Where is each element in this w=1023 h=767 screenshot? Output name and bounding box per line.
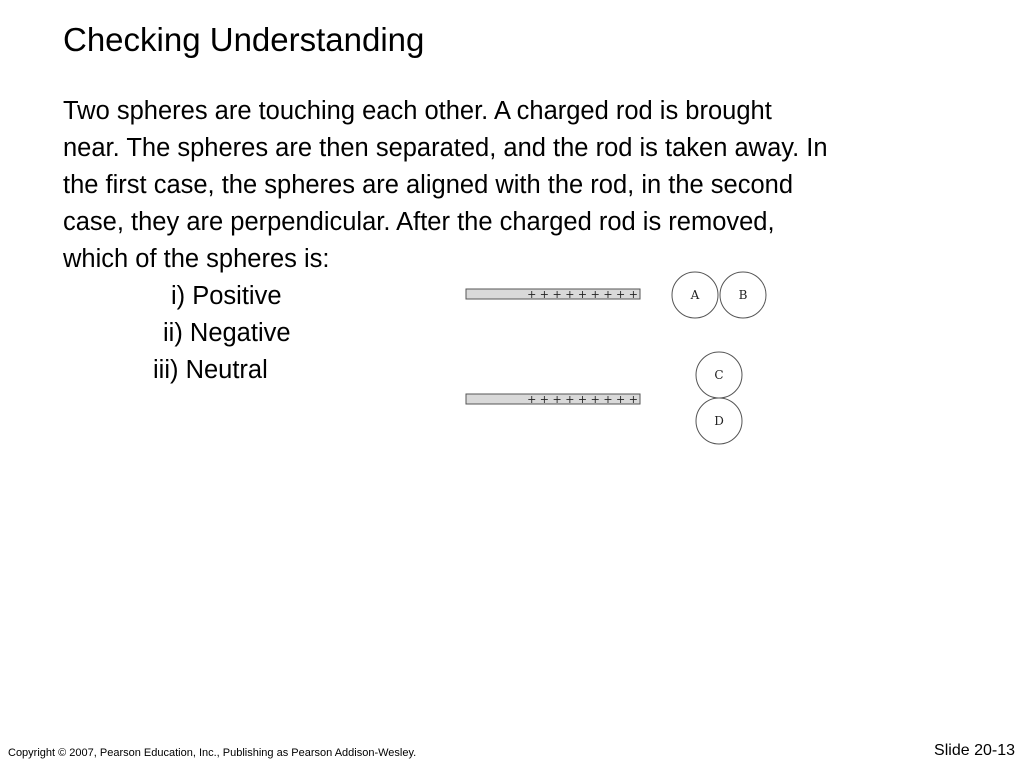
option-negative: ii) Negative xyxy=(163,319,291,347)
spheres-diagram xyxy=(460,265,780,455)
question-line: Two spheres are touching each other. A charged rod is brought xyxy=(63,97,772,125)
question-text xyxy=(63,93,998,278)
sphere-b-label: B xyxy=(738,288,748,302)
option-positive: i) Positive xyxy=(171,282,282,310)
question-line: case, they are perpendicular. After the charged rod is removed, xyxy=(63,208,775,236)
sphere-a-label: A xyxy=(690,288,700,302)
copyright-notice: Copyright © 2007, Pearson Education, Inc., Publishing as Pearson Addison-Wesley. xyxy=(8,747,417,759)
option-neutral: iii) Neutral xyxy=(153,356,268,384)
question-line: the first case, the spheres are aligned with the rod, in the second xyxy=(63,171,794,199)
question-line: near. The spheres are then separated, and the rod is taken away. In xyxy=(63,134,828,162)
sphere-d-label: D xyxy=(714,414,724,428)
question-line: which of the spheres is: xyxy=(63,245,330,273)
sphere-c-label: C xyxy=(714,368,724,382)
slide-title: Checking Understanding xyxy=(63,21,425,58)
rod-charges-2: + + + + + + + + + xyxy=(527,393,638,406)
slide-number: Slide 20-13 xyxy=(934,742,1015,759)
rod-charges-1: + + + + + + + + + xyxy=(527,288,638,301)
